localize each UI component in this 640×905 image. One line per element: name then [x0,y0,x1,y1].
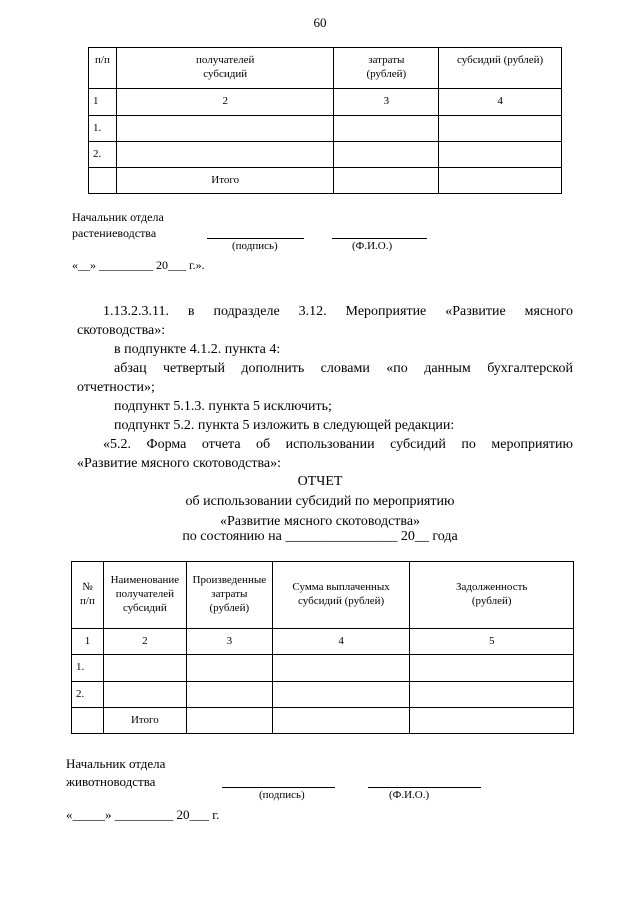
subsidy-table-continued [88,47,562,194]
table-cell [116,142,333,168]
table-cell [439,168,562,194]
row-number: 1. [72,655,104,682]
paragraph-3-line1: абзац четвертый дополнить словами «по данным бухгалтерской [114,361,573,376]
table-header-row [89,48,562,89]
table-cell [334,142,439,168]
table-cell [410,655,574,682]
table-row [72,655,574,682]
header-cell: Сумма выплаченных субсидий (рублей) [272,562,410,629]
total-label: Итого [116,168,333,194]
sig2-position-line2: животноводства [66,774,156,789]
paragraph-1-line1: 1.13.2.3.11. в подразделе 3.12. Мероприятие «Развитие мясного [103,304,573,319]
fio-caption: (Ф.И.О.) [389,789,430,801]
table-cell [186,655,272,682]
table-row [89,142,562,168]
column-number-row [89,89,562,116]
header-cell: Произведенные затраты (рублей) [186,562,272,629]
header-cell: Наименование получателей субсидий [103,562,186,629]
table-cell [272,655,410,682]
column-number: 2 [116,89,333,116]
table-cell [186,708,272,734]
table-cell [410,708,574,734]
column-number: 2 [103,629,186,655]
paragraph-2: в подпункте 4.1.2. пункта 4: [114,342,281,357]
table-cell [439,116,562,142]
signature-line [207,238,304,239]
paragraph-1-line2: скотоводства»: [77,323,166,338]
table-cell [272,708,410,734]
sig1-position-line1: Начальник отдела [72,210,164,224]
table-cell [334,116,439,142]
signature-caption: (подпись) [259,789,305,801]
signature-line [222,787,335,788]
report-table [71,561,574,734]
report-subtitle-2: «Развитие мясного скотоводства» [219,514,421,529]
table-cell [334,168,439,194]
table-cell [89,168,117,194]
fio-caption: (Ф.И.О.) [352,240,393,252]
table-cell [72,708,104,734]
table-cell [186,682,272,708]
total-row [89,168,562,194]
signature-caption: (подпись) [232,240,278,252]
header-cell: п/п [89,48,117,89]
table-cell [272,682,410,708]
table-cell [410,682,574,708]
paragraph-3-line2: отчетности»; [77,380,155,395]
table-row [89,116,562,142]
paragraph-5: подпункт 5.2. пункта 5 изложить в следующей редакции: [114,418,455,433]
fio-line [368,787,481,788]
table-row [72,682,574,708]
column-number: 3 [334,89,439,116]
column-number: 4 [439,89,562,116]
row-number: 2. [72,682,104,708]
column-number: 5 [410,629,574,655]
table-cell [439,142,562,168]
row-number: 2. [89,142,117,168]
fio-line [332,238,427,239]
row-number: 1. [89,116,117,142]
report-title: ОТЧЕТ [297,474,343,489]
column-number: 1 [72,629,104,655]
header-cell: № п/п [72,562,104,629]
header-cell: затраты (рублей) [334,48,439,89]
report-date-line: по состоянию на ________________ 20__ года [182,529,458,544]
paragraph-6-line2: «Развитие мясного скотоводства»: [77,456,282,471]
table-cell [103,655,186,682]
page-number: 60 [313,15,327,30]
table-cell [103,682,186,708]
table-header-row [72,562,574,629]
column-number: 4 [272,629,410,655]
report-subtitle-1: об использовании субсидий по мероприятию [185,494,455,509]
column-number-row [72,629,574,655]
total-row [72,708,574,734]
header-cell: получателей субсидий [116,48,333,89]
sig1-date-line: «__» _________ 20___ г.». [72,258,205,272]
sig1-position-line2: растениеводства [72,226,157,240]
sig2-date-line: «_____» _________ 20___ г. [66,807,220,822]
column-number: 1 [89,89,117,116]
paragraph-6-line1: «5.2. Форма отчета об использовании субсидий по мероприятию [103,437,573,452]
paragraph-4: подпункт 5.1.3. пункта 5 исключить; [114,399,332,414]
sig2-position-line1: Начальник отдела [66,756,166,771]
header-cell: субсидий (рублей) [439,48,562,89]
table-cell [116,116,333,142]
header-cell: Задолженность (рублей) [410,562,574,629]
column-number: 3 [186,629,272,655]
total-label: Итого [103,708,186,734]
